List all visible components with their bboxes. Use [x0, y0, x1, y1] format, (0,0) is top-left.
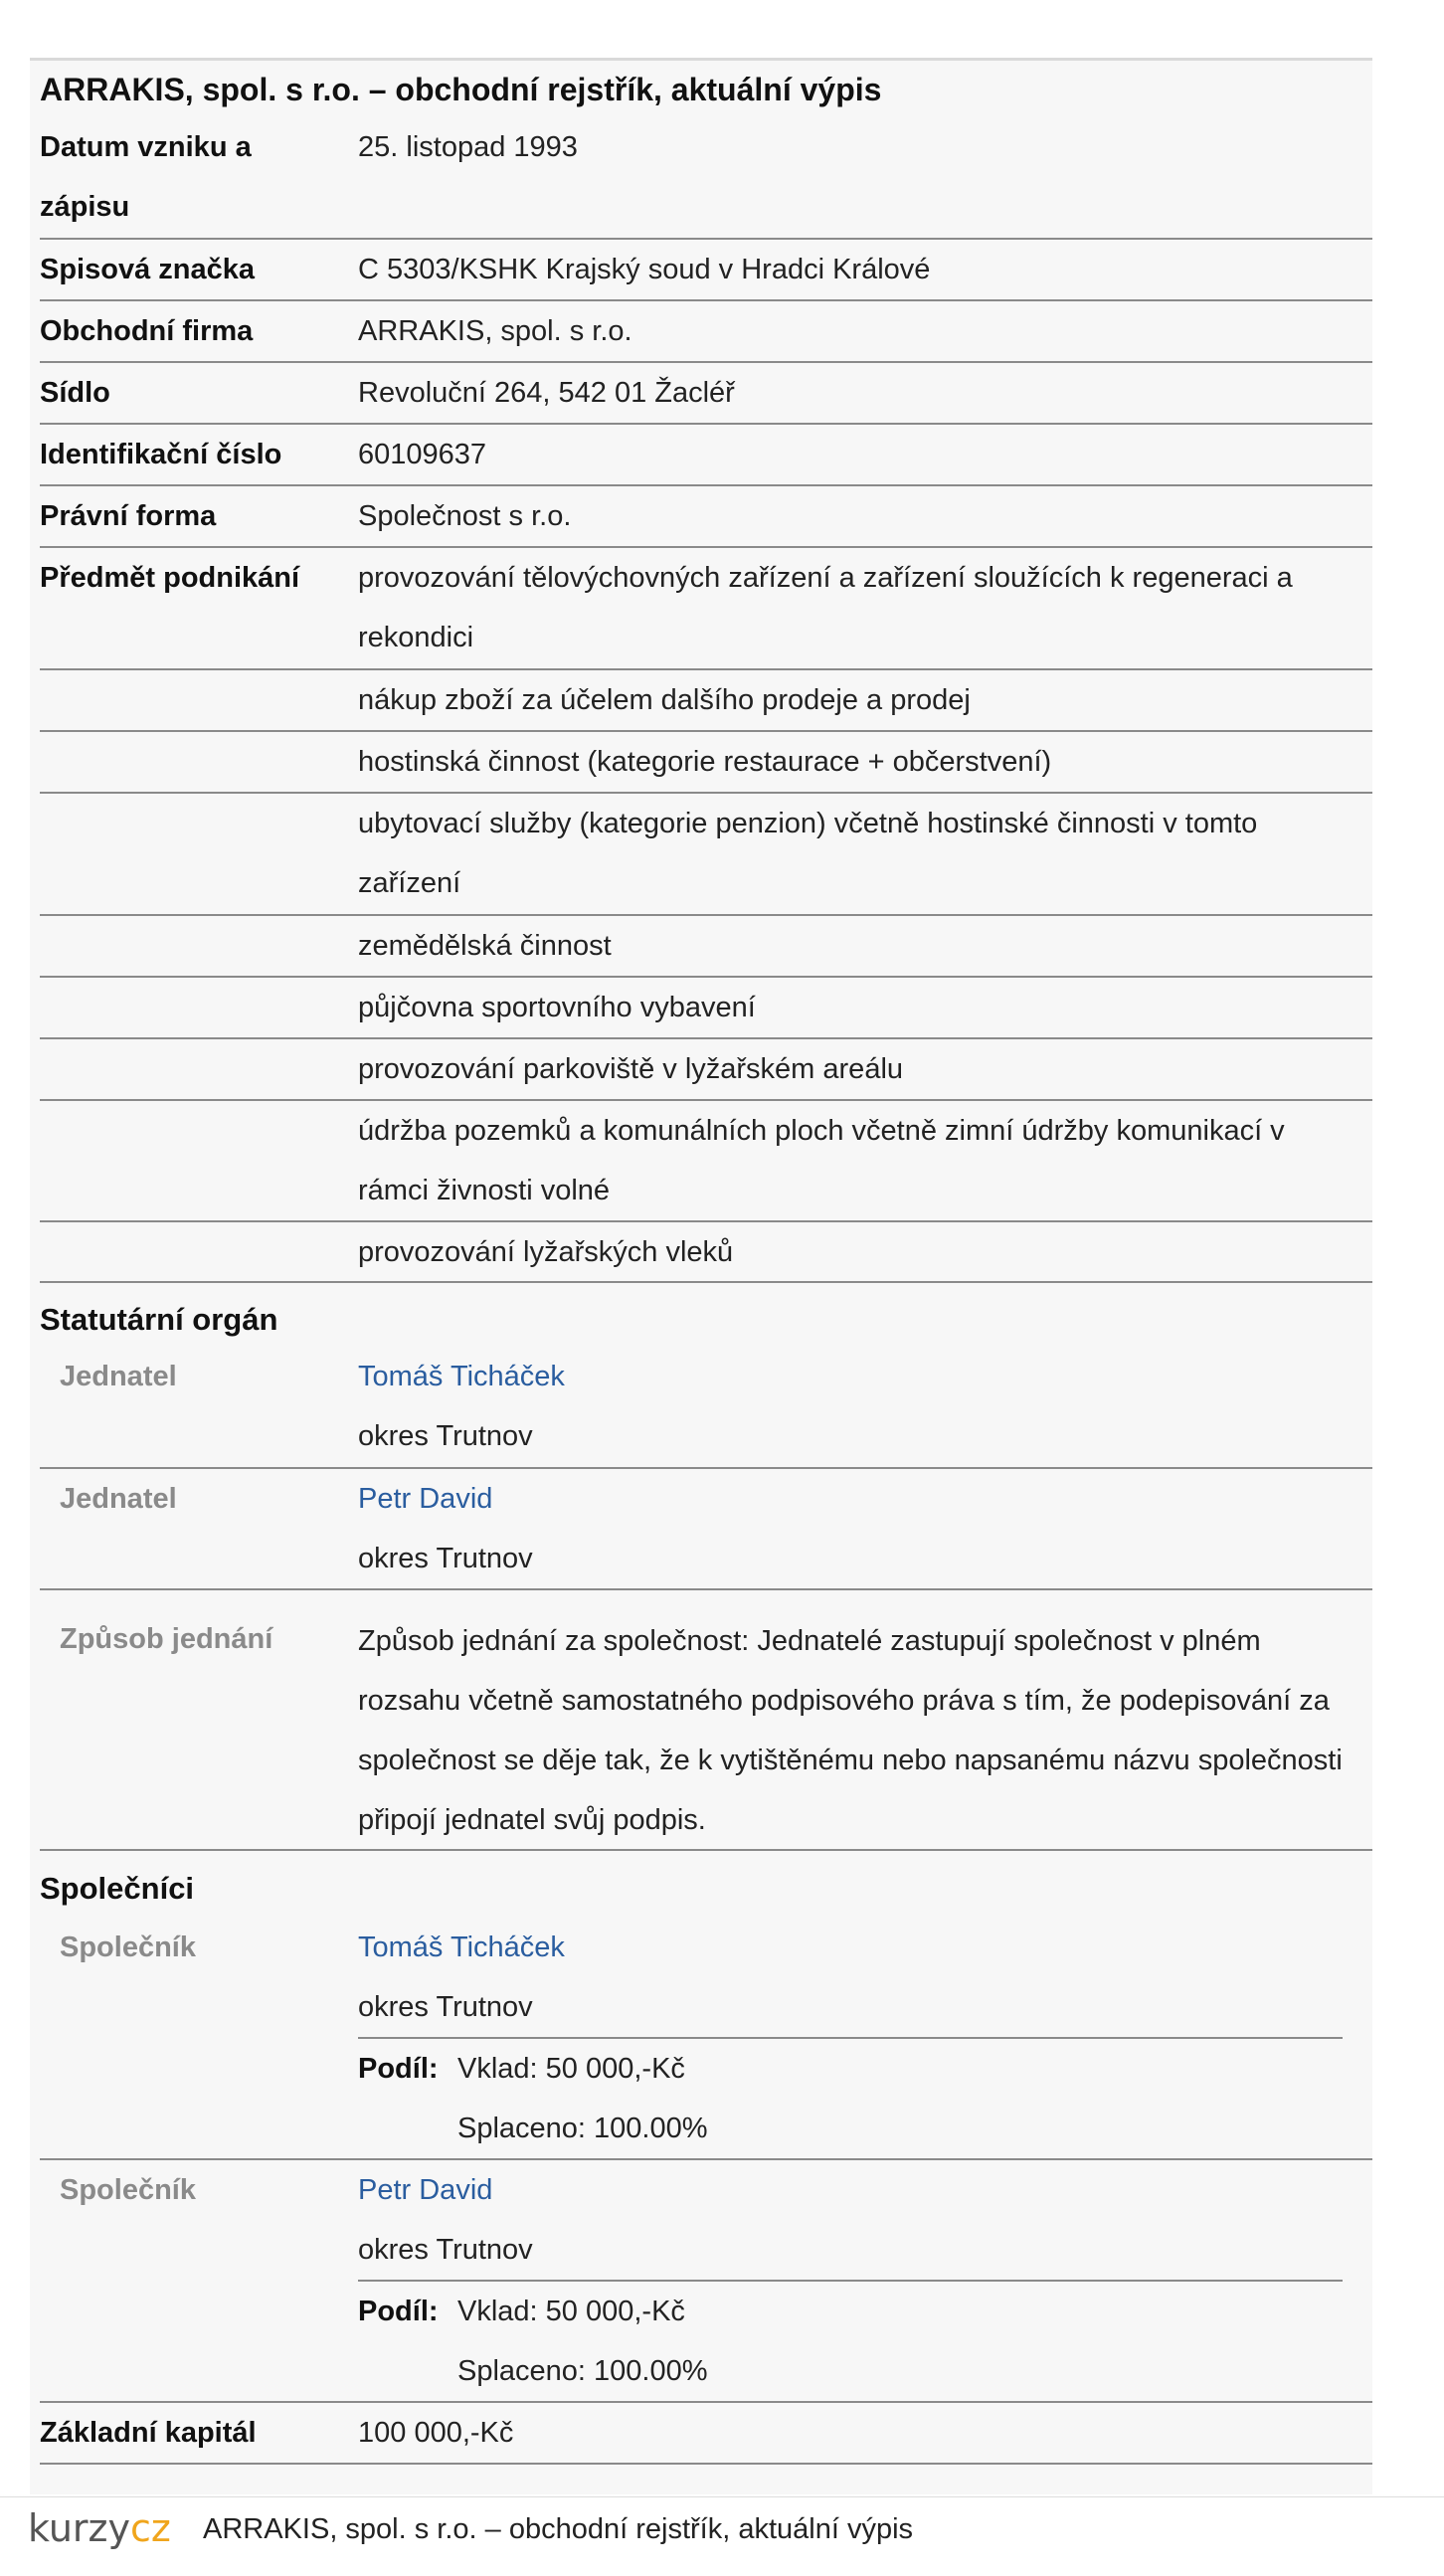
value-sidlo: Revoluční 264, 542 01 Žacléř [358, 377, 735, 409]
label-zpusob-jednani: Způsob jednání [60, 1623, 273, 1655]
podil-splaceno: Splaceno: 100.00% [457, 2113, 708, 2144]
label-obchodni-firma: Obchodní firma [40, 315, 254, 347]
person-place: okres Trutnov [358, 1543, 533, 1574]
predmet-item: provozování lyžařských vleků [358, 1236, 734, 1268]
predmet-item: zemědělská činnost [358, 930, 612, 962]
divider [40, 1849, 1372, 1851]
value-obchodni-firma: ARRAKIS, spol. s r.o. [358, 315, 632, 347]
divider [40, 2463, 1372, 2465]
section-heading-spolecnici: Společníci [40, 1871, 195, 1906]
value-zakladni-kapital: 100 000,-Kč [358, 2417, 514, 2449]
value-pravni-forma: Společnost s r.o. [358, 500, 572, 532]
section-heading-statutarni-organ: Statutární orgán [40, 1302, 278, 1337]
role-label: Společník [60, 1932, 196, 1963]
person-link[interactable]: Petr David [358, 2174, 493, 2206]
person-link[interactable]: Tomáš Ticháček [358, 1932, 565, 1963]
divider [40, 1281, 1372, 1283]
logo-text-cz: cz [129, 2506, 171, 2550]
predmet-item: provozování tělovýchovných zařízení a zařízení sloužících k regeneraci a rekondici [358, 562, 1293, 653]
label-predmet-podnikani: Předmět podnikání [40, 562, 300, 594]
predmet-item: nákup zboží za účelem dalšího prodeje a prodej [358, 684, 971, 716]
label-spisova-znacka: Spisová značka [40, 254, 255, 285]
label-pravni-forma: Právní forma [40, 500, 217, 532]
podil-vklad: Vklad: 50 000,-Kč [457, 2296, 685, 2327]
person-link[interactable]: Petr David [358, 1483, 493, 1515]
person-link[interactable]: Tomáš Ticháček [358, 1361, 565, 1392]
value-spisova-znacka: C 5303/KSHK Krajský soud v Hradci Králové [358, 254, 931, 285]
predmet-item: ubytovací služby (kategorie penzion) včetně hostinské činnosti v tomto zařízení [358, 808, 1258, 899]
label-datum-vzniku: Datum vzniku a zápisu [40, 131, 252, 223]
podil-splaceno: Splaceno: 100.00% [457, 2355, 708, 2387]
divider [40, 1467, 1372, 1469]
person-place: okres Trutnov [358, 1420, 533, 1452]
role-label: Společník [60, 2174, 196, 2206]
divider [40, 1588, 1372, 1590]
value-identifikacni-cislo: 60109637 [358, 439, 487, 470]
person-place: okres Trutnov [358, 2234, 533, 2266]
podil-vklad: Vklad: 50 000,-Kč [457, 2053, 685, 2085]
page-title: ARRAKIS, spol. s r.o. – obchodní rejstřík, aktuální výpis [40, 72, 882, 107]
role-label: Jednatel [60, 1483, 177, 1515]
predmet-item: provozování parkoviště v lyžařském areálu [358, 1053, 904, 1085]
kurzy-logo[interactable] [28, 2506, 171, 2550]
footer-title: ARRAKIS, spol. s r.o. – obchodní rejstřík, aktuální výpis [203, 2513, 914, 2545]
value-datum-vzniku: 25. listopad 1993 [358, 131, 578, 163]
logo-text-kurzy: kurzy [28, 2506, 130, 2550]
value-zpusob-jednani: Způsob jednání za společnost: Jednatelé zastupují společnost v plném rozsahu včetně samostatného podpisového práva s tím, že podepisování za společnost se děje tak, že k vytištěnému nebo napsanému názvu společnosti připojí jednatel svůj podpis. [358, 1625, 1343, 1836]
label-identifikacni-cislo: Identifikační číslo [40, 439, 282, 470]
predmet-item: hostinská činnost (kategorie restaurace + občerstvení) [358, 746, 1052, 778]
label-zakladni-kapital: Základní kapitál [40, 2417, 257, 2449]
predmet-item: půjčovna sportovního vybavení [358, 992, 756, 1023]
podil-label: Podíl: [358, 2053, 439, 2085]
person-place: okres Trutnov [358, 1991, 533, 2023]
role-label: Jednatel [60, 1361, 177, 1392]
podil-label: Podíl: [358, 2296, 439, 2327]
label-sidlo: Sídlo [40, 377, 110, 409]
predmet-item: údržba pozemků a komunálních ploch včetně zimní údržby komunikací v rámci živnosti volné [358, 1115, 1285, 1206]
divider [40, 2158, 1372, 2160]
